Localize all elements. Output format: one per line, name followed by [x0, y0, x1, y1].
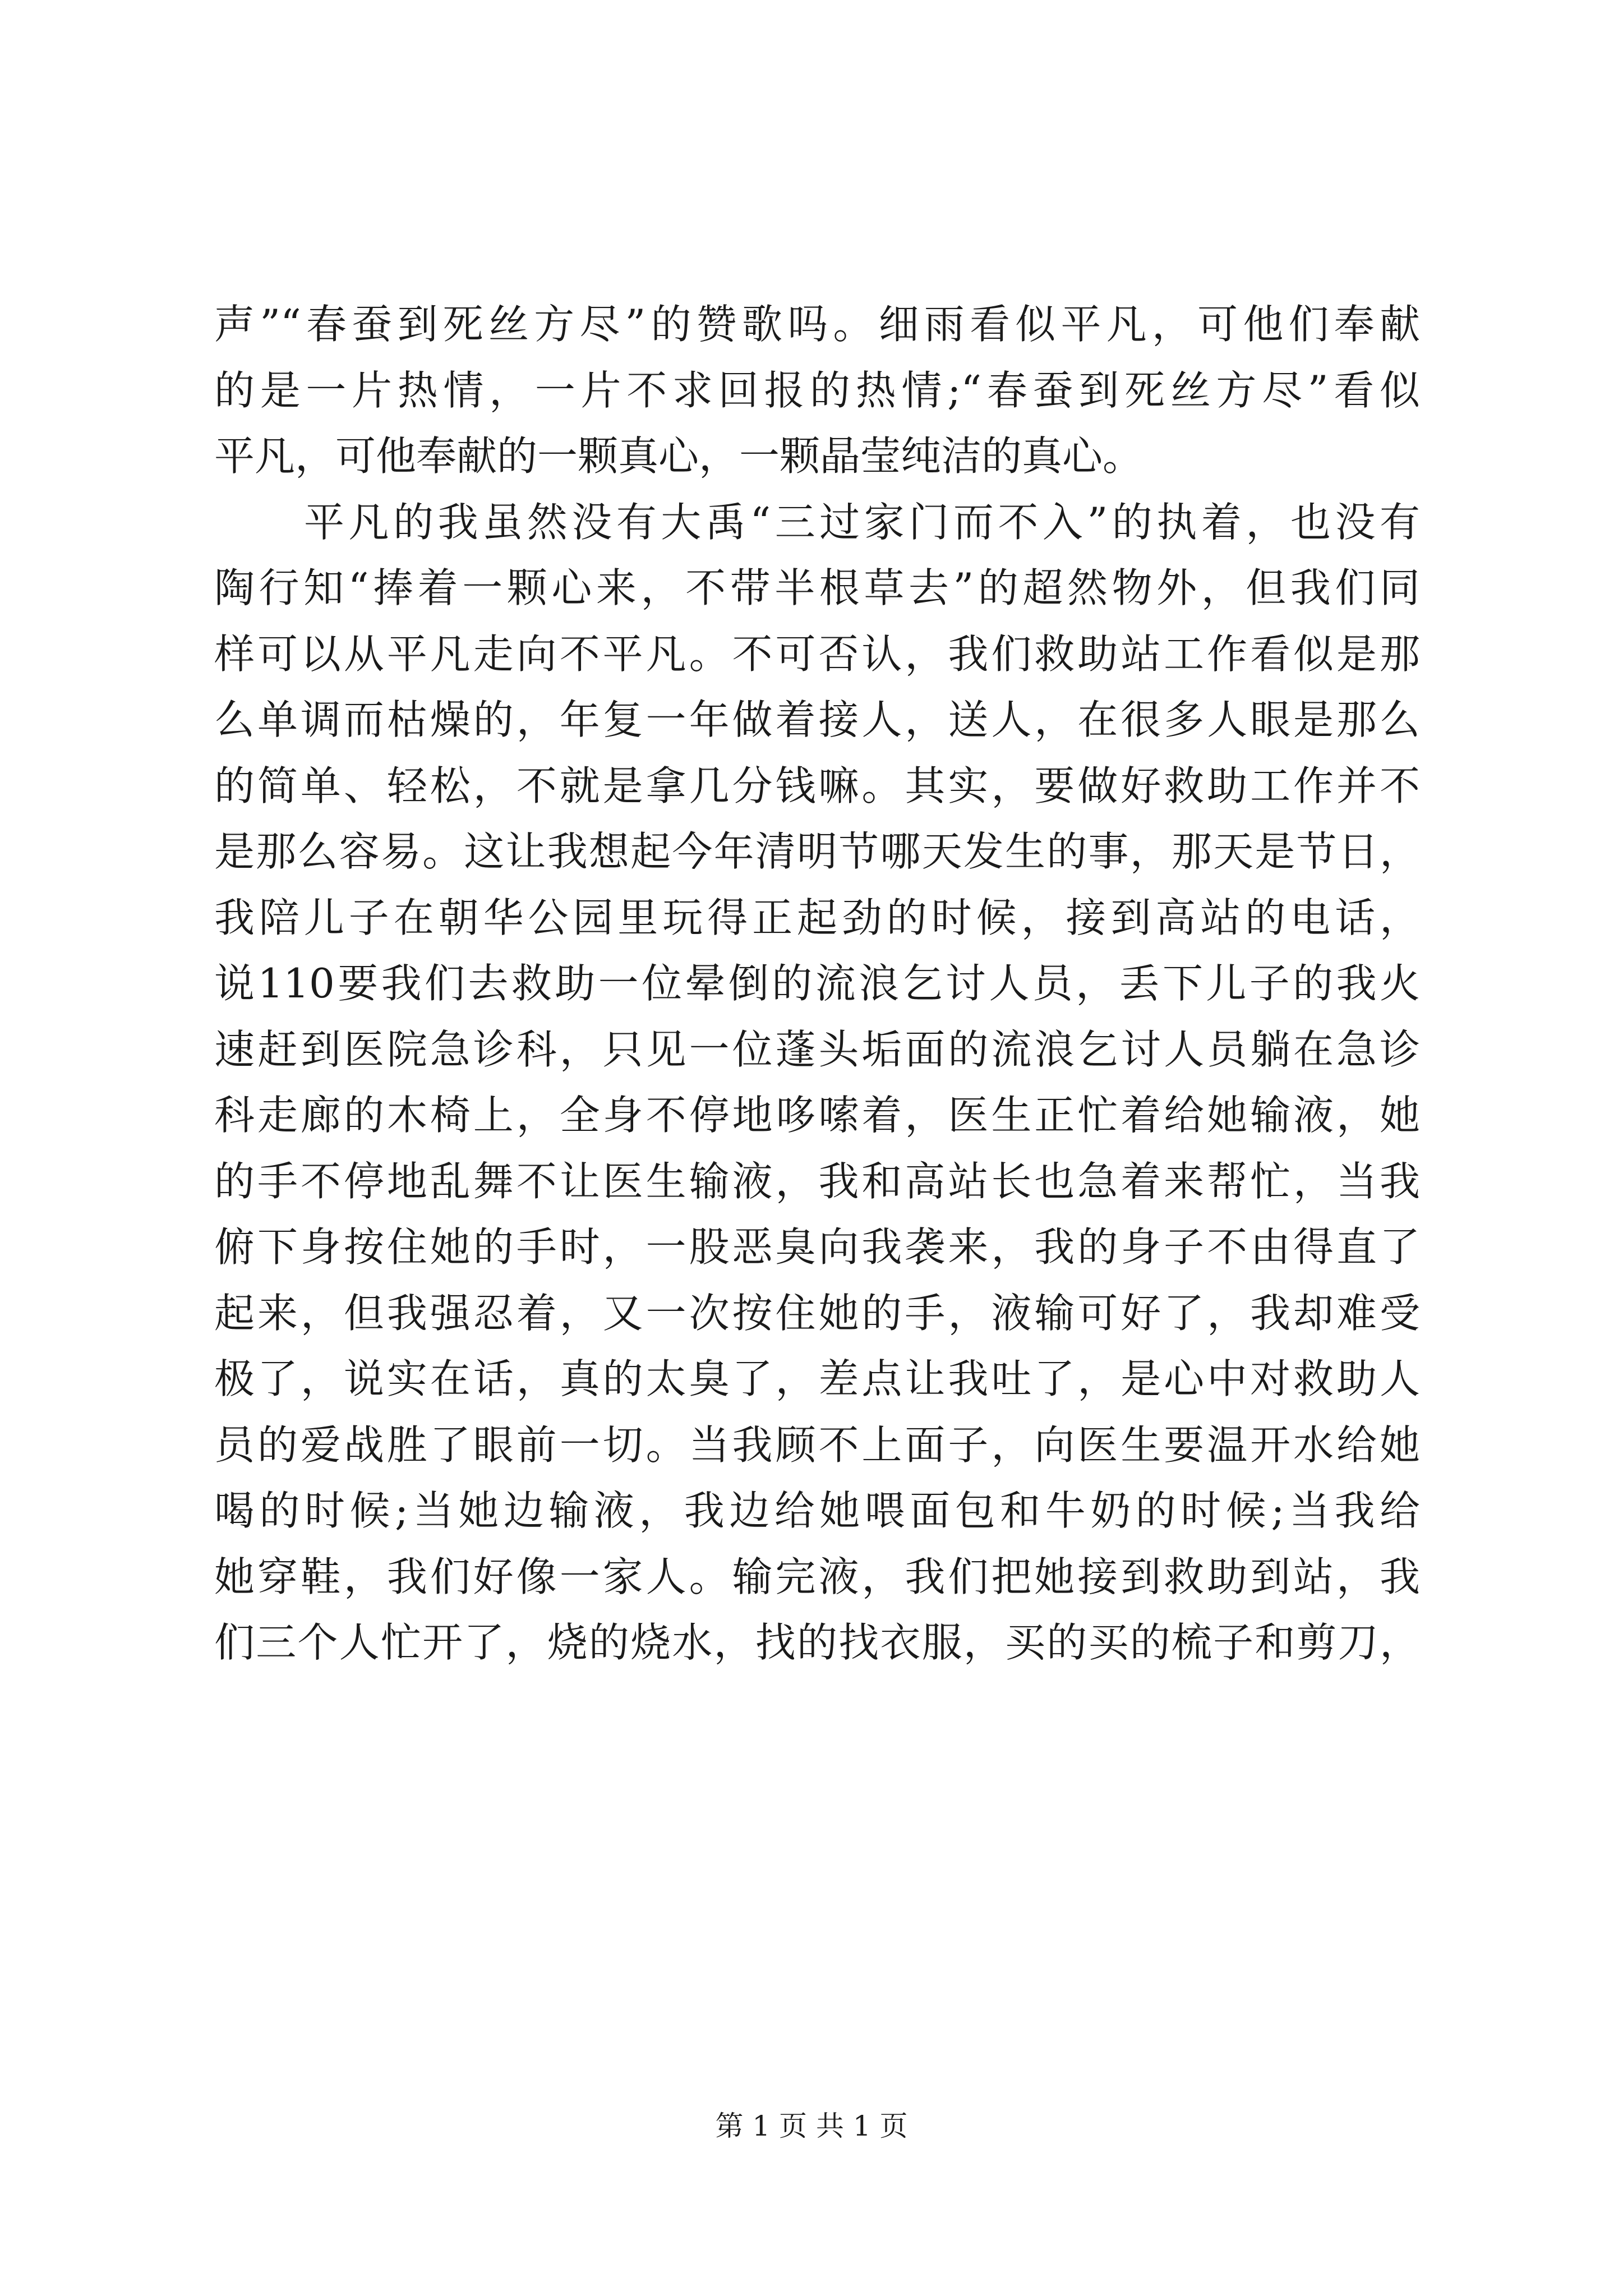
- text-line: 陶行知“捧着一颗心来，不带半根草去”的超然物外，但我们同: [214, 564, 1420, 611]
- text-line: 声”“春蚕到死丝方尽”的赞歌吗。细雨看似平凡，可他们奉献: [214, 301, 1420, 348]
- text-line: 俯下身按住她的手时，一股恶臭向我袭来，我的身子不由得直了: [214, 1223, 1420, 1271]
- text-line: 员的爱战胜了眼前一切。当我顾不上面子，向医生要温开水给她: [214, 1421, 1420, 1469]
- text-line: 科走廊的木椅上，全身不停地哆嗦着，医生正忙着给她输液，她: [214, 1092, 1420, 1139]
- text-line: 么单调而枯燥的，年复一年做着接人，送人，在很多人眼是那么: [214, 696, 1420, 743]
- text-line: 的是一片热情，一片不求回报的热情;“春蚕到死丝方尽”看似: [214, 366, 1420, 414]
- text-line: 我陪儿子在朝华公园里玩得正起劲的时候，接到高站的电话，: [214, 894, 1420, 941]
- page-number: 第 1 页 共 1 页: [715, 2110, 908, 2142]
- text-line: 们三个人忙开了，烧的烧水，找的找衣服，买的买的梳子和剪刀，: [214, 1619, 1420, 1666]
- text-line: 平凡，可他奉献的一颗真心，一颗晶莹纯洁的真心。: [214, 432, 1144, 480]
- text-line: 说110要我们去救助一位晕倒的流浪乞讨人员，丢下儿子的我火: [214, 960, 1420, 1007]
- text-line: 平凡的我虽然没有大禹“三过家门而不入”的执着，也没有: [304, 498, 1420, 546]
- text-line: 的手不停地乱舞不让医生输液，我和高站长也急着来帮忙，当我: [214, 1157, 1420, 1205]
- text-line: 是那么容易。这让我想起今年清明节哪天发生的事，那天是节日，: [214, 828, 1420, 875]
- text-line: 她穿鞋，我们好像一家人。输完液，我们把她接到救助到站，我: [214, 1553, 1420, 1600]
- text-line: 的简单、轻松，不就是拿几分钱嘛。其实，要做好救助工作并不: [214, 762, 1420, 809]
- page-footer: [0, 2109, 1623, 2143]
- body-text: [214, 292, 1420, 1676]
- text-line: 喝的时候;当她边输液，我边给她喂面包和牛奶的时候;当我给: [214, 1487, 1420, 1534]
- text-line: 极了，说实在话，真的太臭了，差点让我吐了，是心中对救助人: [214, 1355, 1420, 1402]
- text-line: 速赶到医院急诊科，只见一位蓬头垢面的流浪乞讨人员躺在急诊: [214, 1025, 1420, 1073]
- text-line: 起来，但我强忍着，又一次按住她的手，液输可好了，我却难受: [214, 1289, 1420, 1337]
- text-line: 样可以从平凡走向不平凡。不可否认，我们救助站工作看似是那: [214, 630, 1420, 678]
